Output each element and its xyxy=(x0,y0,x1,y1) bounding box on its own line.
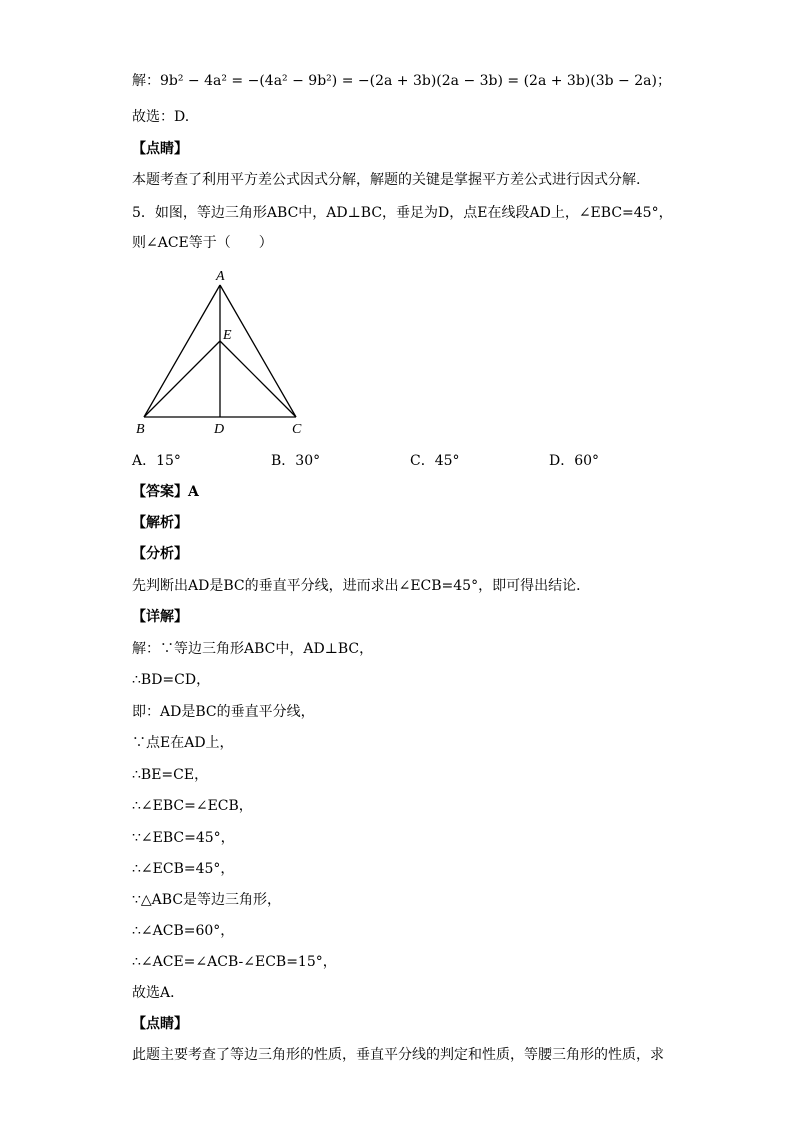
section-heading-fenxi: 【分析】 xyxy=(132,546,188,562)
detail-line-9: ∵△ABC是等边三角形， xyxy=(132,892,282,908)
summary-text: 本题考查了利用平方差公式因式分解，解题的关键是掌握平方差公式进行因式分解. xyxy=(132,172,641,188)
edge-ab xyxy=(144,285,220,417)
summary-text-2: 此题主要考查了等边三角形的性质，垂直平分线的判定和性质，等腰三角形的性质，求 xyxy=(132,1047,664,1063)
detail-line-8: ∴∠ECB=45°， xyxy=(132,861,235,877)
question-5-text: 5．如图，等边三角形ABC中，AD⊥BC，垂足为D，点E在线段AD上，∠EBC=45°， xyxy=(132,205,673,221)
option-d: D．60° xyxy=(549,453,600,469)
question-5-prompt: 则∠ACE等于（ ） xyxy=(132,235,273,251)
option-b: B．30° xyxy=(271,453,321,469)
section-heading-dianjing: 【点睛】 xyxy=(132,141,188,157)
triangle-figure xyxy=(130,265,310,440)
detail-line-11: ∴∠ACE=∠ACB-∠ECB=15°， xyxy=(132,954,337,970)
answer-choice-line: 故选：D. xyxy=(132,109,190,125)
edge-ac xyxy=(220,285,296,417)
detail-line-3: 即：AD是BC的垂直平分线， xyxy=(132,704,315,720)
section-heading-answer: 【答案】A xyxy=(132,484,199,500)
solution-line-1: 解：9b² − 4a² = −(4a² − 9b²) = −(2a + 3b)(2a − 3b) = (2a + 3b)(3b − 2a)； xyxy=(132,73,671,89)
detail-line-5: ∴BE=CE， xyxy=(132,767,209,783)
detail-line-10: ∴∠ACB=60°， xyxy=(132,923,235,939)
option-c: C．45° xyxy=(410,453,460,469)
detail-line-4: ∵点E在AD上， xyxy=(132,735,234,751)
section-heading-detail: 【详解】 xyxy=(132,609,188,625)
detail-line-6: ∴∠EBC=∠ECB， xyxy=(132,798,253,814)
detail-line-1: 解：∵等边三角形ABC中，AD⊥BC， xyxy=(132,641,374,657)
detail-line-7: ∵∠EBC=45°， xyxy=(132,830,235,846)
label-e: E xyxy=(223,328,232,343)
label-d: D xyxy=(214,422,225,437)
section-heading-dianjing-2: 【点睛】 xyxy=(132,1016,188,1032)
label-b: B xyxy=(136,422,145,437)
label-a: A xyxy=(216,269,225,284)
segment-ce xyxy=(220,341,296,417)
option-a: A．15° xyxy=(132,453,181,469)
detail-line-2: ∴BD=CD， xyxy=(132,672,211,688)
analysis-text: 先判断出AD是BC的垂直平分线，进而求出∠ECB=45°，即可得出结论． xyxy=(132,578,591,594)
detail-conclusion: 故选A． xyxy=(132,985,185,1001)
label-c: C xyxy=(292,422,302,437)
section-heading-analysis: 【解析】 xyxy=(132,515,188,531)
segment-be xyxy=(144,341,220,417)
